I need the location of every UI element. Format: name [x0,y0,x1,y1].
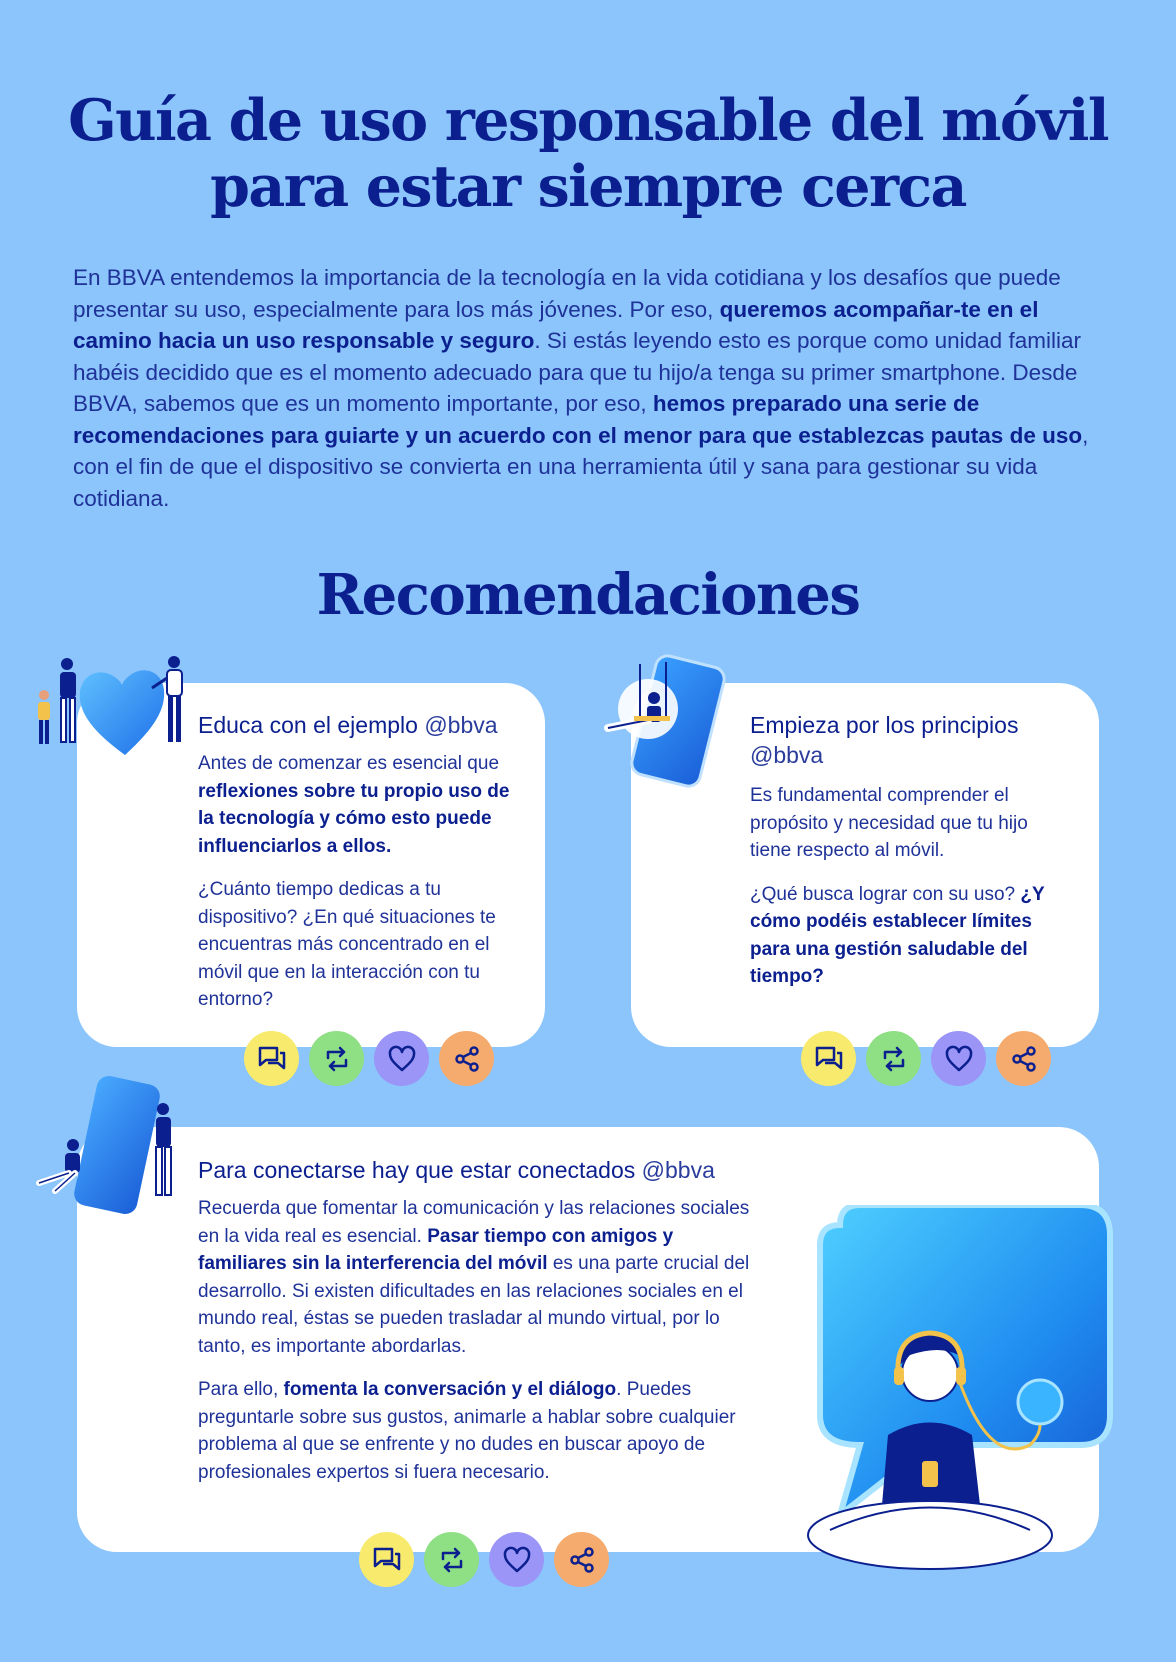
card-2-body [750,782,1060,1007]
intro-bold-1: queremos acompañar-te en el camino hacia un uso responsable y seguro [73,296,1039,353]
card-1-p2-text: ¿Cuánto tiempo dedicas a tu dispositivo? ¿En qué situaciones te encuentras más concentrado en el móvil que en la interacción con tu entorno? [198,879,496,1010]
card-1-paragraph-2 [198,876,528,1014]
comment-icon [371,1544,403,1576]
card-3-paragraph-1 [198,1195,763,1360]
heart-icon [80,670,164,755]
intro-paragraph [73,262,1113,514]
card-2-handle[interactable]: @bbva [750,742,824,768]
card-3-actions [359,1532,609,1587]
phone-people-illustration [25,1075,185,1217]
card-2-p2-bold: ¿Y cómo podéis establecer límites para una gestión saludable del tiempo? [750,883,1045,987]
card-2-actions [801,1031,1051,1086]
comment-icon [813,1043,845,1075]
card-2-title-text: Empieza por los principios [750,712,1019,738]
card-1-p1-bold: reflexiones sobre tu propio uso de la tecnología y cómo esto puede influenciarlos a ellos. [198,780,510,857]
card-3-title [198,1155,798,1185]
title-line-2: para estar siempre cerca [210,153,966,220]
card-2-p1-text: Es fundamental comprender el propósito y necesidad que tu hijo tiene respecto al móvil. [750,785,1028,861]
comment-button[interactable] [801,1031,856,1086]
heart-icon [943,1043,975,1075]
card-1-paragraph-1 [198,750,528,860]
intro-text-3: , con el fin de que el dispositivo se convierta en una herramienta útil y sana para gestionar su vida cotidiana. [73,422,1089,511]
share-icon [451,1043,483,1075]
card-3-body [198,1195,763,1502]
card-1-p1-text: Antes de comenzar es esencial que [198,753,500,774]
title-line-1: Guía de uso responsable del móvil [68,87,1108,154]
intro-text-2: . Si estás leyendo esto es porque como unidad familiar habéis decidido que es el momento adecuado para que tu hijo/a tenga su primer smartphone. Desde BBVA, sabemos que es un momento importante, por eso, [73,328,1081,416]
share-button[interactable] [554,1532,609,1587]
intro-text-1: En BBVA entendemos la importancia de la tecnología en la vida cotidiana y los desafíos que puede presentar su uso, especialmente para los más jóvenes. Por eso, [73,265,1061,322]
card-3-title-text: Para conectarse hay que estar conectados [198,1157,636,1183]
card-1-body [198,750,528,1030]
card-3-p1-text-2: es una parte crucial del desarrollo. Si existen dificultades en las relaciones sociales en el mundo real, éstas se pueden trasladar al mundo virtual, por lo tanto, es importante abordarlas. [198,1253,750,1357]
share-icon [566,1544,598,1576]
intro-bold-2: hemos preparado una serie de recomendaciones para guiarte y un acuerdo con el menor para que establezcas pautas de uso [73,391,1083,448]
comment-icon [256,1043,288,1075]
heart-icon [501,1544,533,1576]
card-2-p2-text: ¿Qué busca lograr con su uso? [750,883,1021,905]
card-2-title [750,710,1080,770]
card-3-paragraph-2 [198,1376,763,1486]
card-2-paragraph-2 [750,881,1060,991]
page-title [60,88,1116,220]
comment-button[interactable] [359,1532,414,1587]
like-button[interactable] [931,1031,986,1086]
card-2-paragraph-1 [750,782,1060,865]
card-3-p2-bold: fomenta la conversación y el diálogo [283,1379,617,1400]
comment-button[interactable] [244,1031,299,1086]
heart-icon [386,1043,418,1075]
card-1-handle[interactable]: @bbva [424,712,498,738]
section-title: Recomendaciones [316,562,860,628]
girl-headphones-bubble-illustration [800,1205,1130,1605]
card-3-handle[interactable]: @bbva [641,1157,715,1183]
card-1-title-text: Educa con el ejemplo [198,712,418,738]
repost-icon [436,1544,468,1576]
card-3-p1-text-1: Recuerda que fomentar la comunicación y las relaciones sociales en la vida real es esencial. [198,1198,750,1247]
repost-icon [321,1043,353,1075]
share-button[interactable] [439,1031,494,1086]
family-heart-illustration [30,650,192,760]
card-1-title [198,710,528,740]
share-icon [1008,1043,1040,1075]
like-button[interactable] [374,1031,429,1086]
repost-button[interactable] [866,1031,921,1086]
card-3-p2-text-2: . Puedes preguntarle sobre sus gustos, animarle a hablar sobre cualquier problema al que se enfrente y no dudes en buscar apoyo de profesionales expertos si fuera necesario. [198,1379,736,1483]
card-1-actions [244,1031,494,1086]
card-3-p1-bold: Pasar tiempo con amigos y familiares sin la interferencia del móvil [198,1225,674,1274]
repost-icon [878,1043,910,1075]
like-button[interactable] [489,1532,544,1587]
repost-button[interactable] [309,1031,364,1086]
repost-button[interactable] [424,1532,479,1587]
share-button[interactable] [996,1031,1051,1086]
phone-swing-illustration [588,654,738,792]
card-3-p2-text-1: Para ello, [198,1379,284,1400]
